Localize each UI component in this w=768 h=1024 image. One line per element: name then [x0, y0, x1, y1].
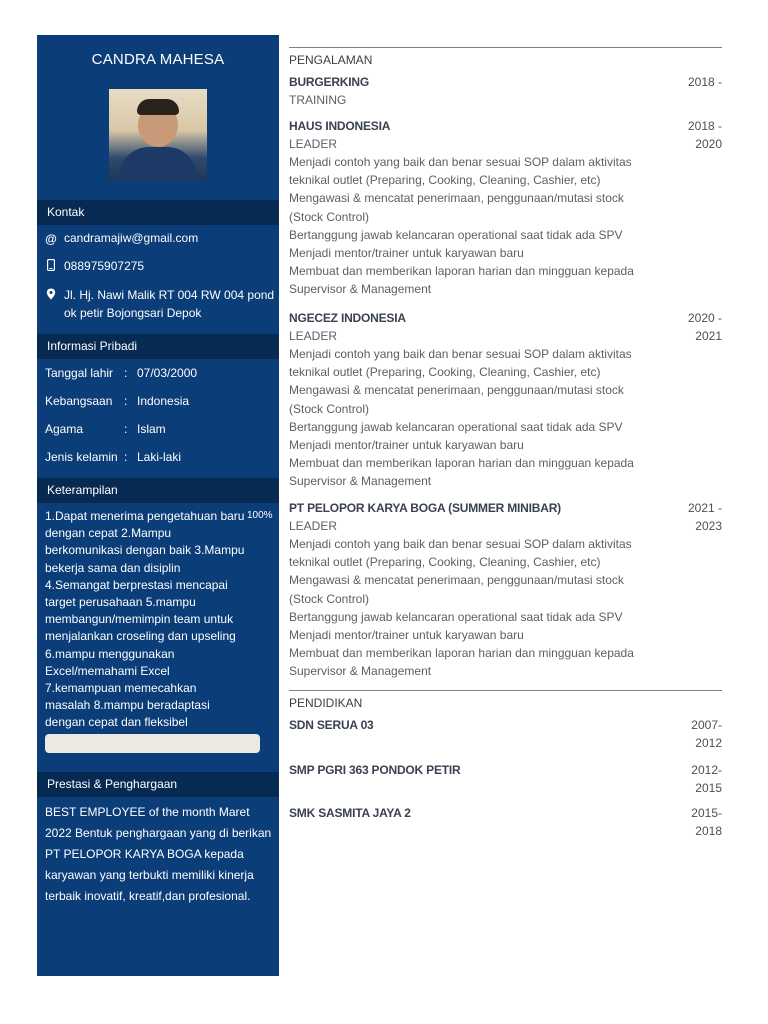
- job-company: BURGERKING: [289, 75, 370, 89]
- awards-text: BEST EMPLOYEE of the month Maret 2022 Bentuk penghargaan yang di berikan PT PELOPOR KARYA BOGA kepada karyawan yang terbukti memiliki kinerja terbaik inovatif, kreatif,dan profesional.: [45, 805, 272, 903]
- map-pin-icon: [44, 287, 58, 305]
- job-duty: Membuat dan memberikan laporan harian dan mingguan kepada Supervisor & Management: [289, 264, 634, 297]
- education-entry: [289, 716, 722, 750]
- skill-level-label: 100%: [247, 510, 273, 521]
- job-duty: Menjadi mentor/trainer untuk karyawan baru: [289, 246, 524, 261]
- job-years: 2021 - 2023: [687, 501, 722, 533]
- job-duty: Bertanggung jawab kelancaran operational saat tidak ada SPV: [289, 419, 623, 434]
- profile-photo: [109, 89, 207, 181]
- job-company: HAUS INDONESIA: [289, 119, 391, 133]
- personal-info-heading: Informasi Pribadi: [37, 334, 279, 359]
- job-entry: [289, 499, 722, 681]
- job-role: LEADER: [289, 137, 338, 151]
- phone-icon: [44, 258, 58, 276]
- job-duty: Mengawasi & mencatat penerimaan, penggunaan/mutasi stock (Stock Control): [289, 191, 624, 224]
- job-years: 2018 -: [687, 75, 722, 89]
- info-label: Tanggal lahir: [45, 366, 114, 380]
- address-text: Jl. Hj. Nawi Malik RT 004 RW 004 pond ok petir Bojongsari Depok: [64, 288, 275, 320]
- info-value: 07/03/2000: [137, 366, 198, 380]
- job-duty: Menjadi contoh yang baik dan benar sesuai SOP dalam aktivitas teknikal outlet (Preparing, Cooking, Cleaning, Cashier, etc): [289, 347, 632, 380]
- job-duty: Menjadi contoh yang baik dan benar sesuai SOP dalam aktivitas teknikal outlet (Preparing, Cooking, Cleaning, Cashier, etc): [289, 155, 632, 188]
- info-label: Jenis kelamin: [45, 450, 118, 464]
- info-value: Laki-laki: [137, 450, 182, 464]
- job-duty: Mengawasi & mencatat penerimaan, penggunaan/mutasi stock (Stock Control): [289, 573, 624, 606]
- skills-heading: Keterampilan: [37, 478, 279, 503]
- job-years: 2020 - 2021: [687, 311, 722, 343]
- job-duty: Bertanggung jawab kelancaran operational saat tidak ada SPV: [289, 609, 623, 624]
- school-name: SMK SASMITA JAYA 2: [289, 806, 411, 820]
- phone-text: 088975907275: [64, 259, 145, 273]
- skills-text: 1.Dapat menerima pengetahuan baru dengan cepat 2.Mampu berkomunikasi dengan baik 3.Mampu bekerja sama dan disiplin 4.Semangat berprestasi mencapai target perusahaan 5.mampu membangun/memimpin team untuk menjalankan croseling dan upseling 6.mampu menggunakan Excel/memahami Excel 7.kemampuan memecahkan masalah 8.mampu beradaptasi dengan cepat dan fleksibel: [45, 509, 245, 730]
- education-heading: PENDIDIKAN: [289, 696, 363, 710]
- sidebar: CANDRA MAHESA Kontak @ candramajiw@gmail.com 088975907275 Jl. Hj. Nawi Malik RT 004 RW 004 pond ok petir Bojongsari Depok Informasi Pribadi Tanggal lahir : 07/03/2000 Kebangsaan : Indonesia Agama : Islam Jenis kelamin : Laki-laki Keterampilan 1.Dapat menerima pengetahuan baru dengan cepat 2.Mampu berkomunikasi dengan baik 3.Mampu bekerja sama dan disiplin 4.Semangat berprestasi mencapai target perusahaan 5.mampu membangun/memimpin team untuk menjalankan croseling dan upseling 6.mampu menggunakan Excel/memahami Excel 7.kemampuan memecahkan masalah 8.mampu beradaptasi dengan cepat dan fleksibel 100% Prestasi & Penghargaan BEST EMPLOYEE of the month Maret 2022 Bentuk penghargaan yang di berikan PT PELOPOR KARYA BOGA kepada karyawan yang terbukti memiliki kinerja terbaik inovatif, kreatif,dan profesional.: [37, 35, 279, 976]
- at-sign-icon: @: [45, 232, 57, 246]
- school-years: 2007- 2012: [691, 718, 722, 750]
- job-years: 2018 - 2020: [687, 119, 722, 151]
- job-duty: Mengawasi & mencatat penerimaan, penggunaan/mutasi stock (Stock Control): [289, 383, 624, 416]
- education-entry: [289, 804, 722, 838]
- school-name: SDN SERUA 03: [289, 718, 374, 732]
- divider: [289, 690, 722, 691]
- contact-heading: Kontak: [37, 200, 279, 225]
- job-company: PT PELOPOR KARYA BOGA (SUMMER MINIBAR): [289, 501, 561, 515]
- info-value: Indonesia: [137, 394, 190, 408]
- experience-heading: PENGALAMAN: [289, 53, 373, 67]
- email-text: candramajiw@gmail.com: [64, 231, 199, 245]
- job-role: LEADER: [289, 519, 338, 533]
- skill-level-bar: [45, 734, 260, 753]
- job-entry: [289, 117, 722, 299]
- job-duty: Menjadi mentor/trainer untuk karyawan baru: [289, 438, 524, 453]
- job-duty: Menjadi contoh yang baik dan benar sesuai SOP dalam aktivitas teknikal outlet (Preparing, Cooking, Cleaning, Cashier, etc): [289, 537, 632, 570]
- job-entry: [289, 309, 722, 491]
- job-role: LEADER: [289, 329, 338, 343]
- education-entry: [289, 761, 722, 795]
- job-entry: [289, 73, 722, 109]
- info-label: Kebangsaan: [45, 394, 113, 408]
- school-years: 2012- 2015: [691, 763, 722, 795]
- info-value: Islam: [137, 422, 166, 436]
- job-duty: Membuat dan memberikan laporan harian dan mingguan kepada Supervisor & Management: [289, 456, 634, 489]
- job-duty: Menjadi mentor/trainer untuk karyawan baru: [289, 628, 524, 643]
- job-role: TRAINING: [289, 93, 347, 107]
- awards-heading: Prestasi & Penghargaan: [37, 772, 279, 797]
- divider: [289, 47, 722, 48]
- school-years: 2015- 2018: [691, 806, 722, 838]
- person-name: CANDRA MAHESA: [91, 51, 225, 68]
- job-duty: Bertanggung jawab kelancaran operational saat tidak ada SPV: [289, 227, 623, 242]
- job-duty: Membuat dan memberikan laporan harian dan mingguan kepada Supervisor & Management: [289, 646, 634, 679]
- info-label: Agama: [45, 422, 84, 436]
- school-name: SMP PGRI 363 PONDOK PETIR: [289, 763, 461, 777]
- job-company: NGECEZ INDONESIA: [289, 311, 406, 325]
